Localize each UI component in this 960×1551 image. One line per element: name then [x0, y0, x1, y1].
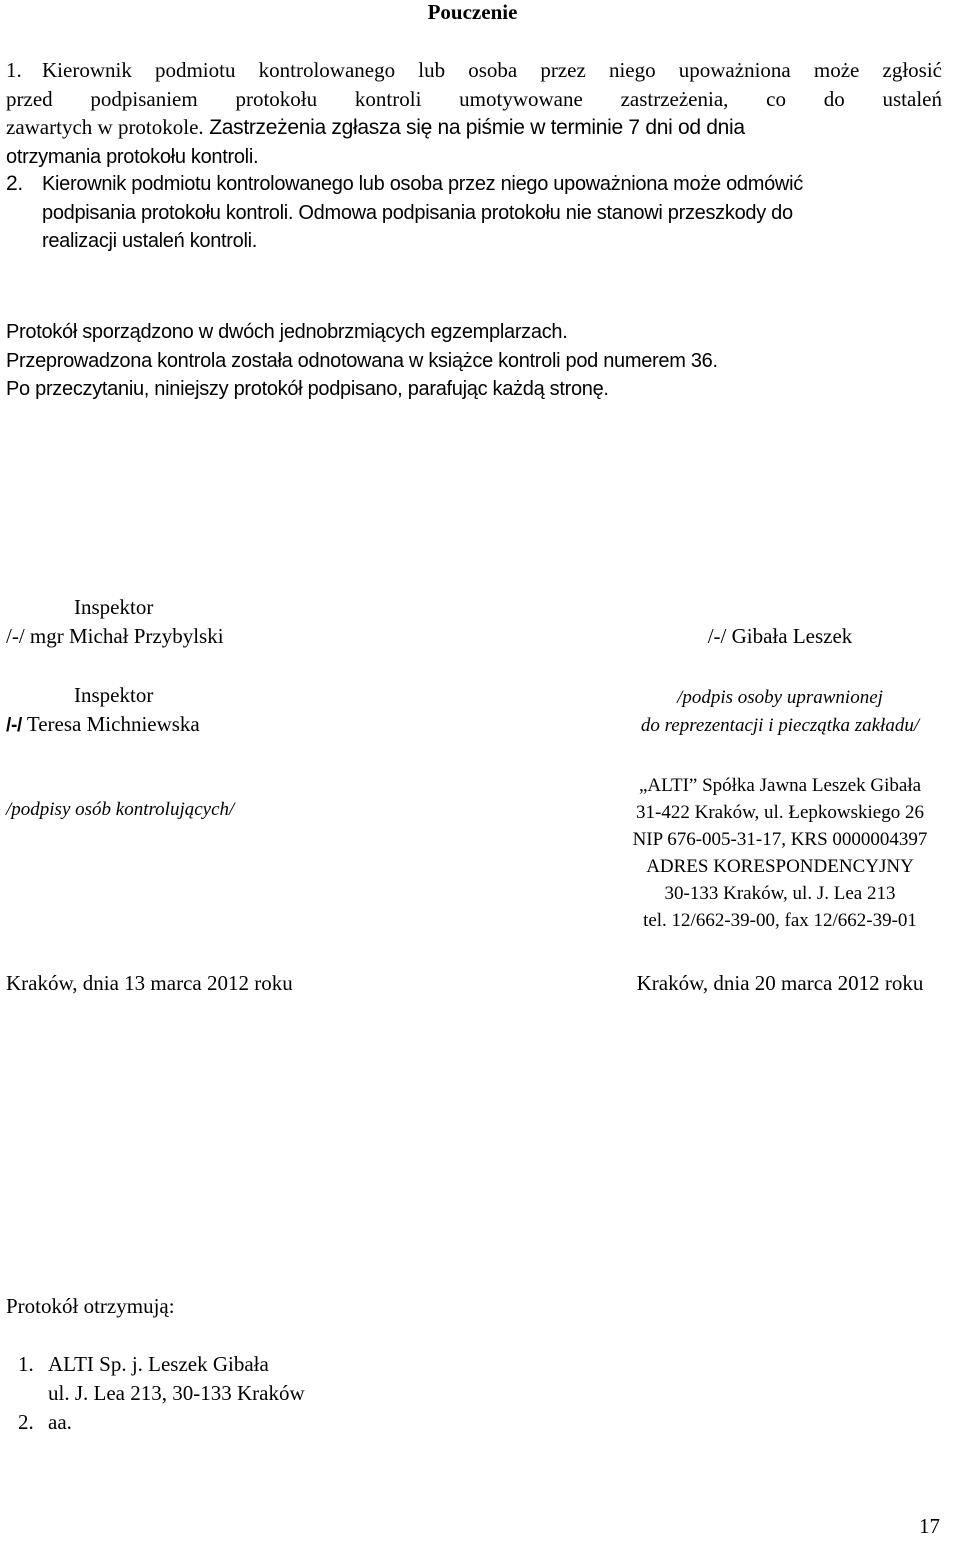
company-caption-line-1: /podpis osoby uprawnionej	[677, 687, 883, 708]
company-signer: /-/ Gibała Leszek	[707, 624, 853, 648]
statements	[6, 318, 946, 404]
company-caption-line-2: do reprezentacji i pieczątka zakładu/	[640, 715, 920, 736]
inspector-2-name-text: Teresa Michniewska	[22, 712, 200, 736]
inspectors-caption: /podpisy osób kontrolujących/	[6, 799, 235, 820]
recipient-1-line-1: ALTI Sp. j. Leszek Gibała	[48, 1352, 269, 1376]
recipient-2-line-1: aa.	[48, 1410, 72, 1434]
statement-1: Protokół sporządzono w dwóch jednobrzmiących egzemplarzach.	[6, 321, 568, 343]
inspector-1-role: Inspektor	[74, 595, 154, 619]
company-stamp-line-6: tel. 12/662-39-00, fax 12/662-39-01	[643, 910, 917, 931]
instruction-1-line-4: otrzymania protokołu kontroli.	[6, 145, 259, 168]
instruction-1	[6, 56, 942, 171]
inspectors-date: Kraków, dnia 13 marca 2012 roku	[6, 971, 293, 995]
recipients-list	[18, 1350, 305, 1437]
company-stamp-line-2: 31-422 Kraków, ul. Łepkowskiego 26	[636, 802, 924, 823]
recipient-2-number: 2.	[18, 1410, 34, 1434]
instruction-1-line-3	[6, 113, 942, 143]
instruction-2-line-1: Kierownik podmiotu kontrolowanego lub osoba przez niego upoważniona może odmówić	[42, 173, 803, 195]
inspector-2-prefix: /-/	[6, 715, 22, 736]
recipient-1-number: 1.	[18, 1352, 34, 1376]
statement-2: Przeprowadzona kontrola została odnotowana w książce kontroli pod numerem 36.	[6, 349, 718, 372]
instruction-1-line-3-serif: zawartych w protokole.	[6, 115, 204, 139]
inspector-1-name: /-/ mgr Michał Przybylski	[6, 624, 224, 648]
instruction-1-line-2: przed podpisaniem protokołu kontroli umotywowane zastrzeżenia, co do ustaleń	[6, 86, 942, 111]
statement-3: Po przeczytaniu, niniejszy protokół podpisano, parafując każdą stronę.	[6, 378, 609, 400]
inspector-2-name	[6, 710, 200, 740]
recipient-1-line-2: ul. J. Lea 213, 30-133 Kraków	[48, 1381, 305, 1405]
inspector-2-role: Inspektor	[74, 683, 154, 707]
company-stamp-line-4: ADRES KORESPONDENCYJNY	[646, 856, 914, 877]
instruction-2-number: 2.	[6, 172, 23, 195]
page-number: 17	[919, 1514, 940, 1538]
recipients-heading: Protokół otrzymują:	[6, 1294, 175, 1318]
instruction-2-line-2: podpisania protokołu kontroli. Odmowa podpisania protokołu nie stanowi przeszkody do	[42, 201, 793, 224]
instruction-2	[6, 170, 942, 256]
company-stamp-line-3: NIP 676-005-31-17, KRS 0000004397	[632, 829, 928, 850]
company-stamp-line-1: „ALTI” Spółka Jawna Leszek Gibała	[638, 775, 922, 796]
company-stamp-line-5: 30-133 Kraków, ul. J. Lea 213	[664, 883, 896, 904]
instruction-1-line-3-sans: Zastrzeżenia zgłasza się na piśmie w terminie 7 dni od dnia	[203, 116, 745, 139]
page-title: Pouczenie	[427, 0, 518, 24]
company-date: Kraków, dnia 20 marca 2012 roku	[636, 971, 924, 995]
instruction-1-line-1: Kierownik podmiotu kontrolowanego lub osoba przez niego upoważniona może zgłosić	[42, 58, 942, 82]
list-item	[18, 1408, 305, 1437]
instruction-2-line-3: realizacji ustaleń kontroli.	[42, 230, 258, 252]
instruction-1-number: 1.	[6, 58, 22, 82]
list-item	[18, 1350, 305, 1408]
